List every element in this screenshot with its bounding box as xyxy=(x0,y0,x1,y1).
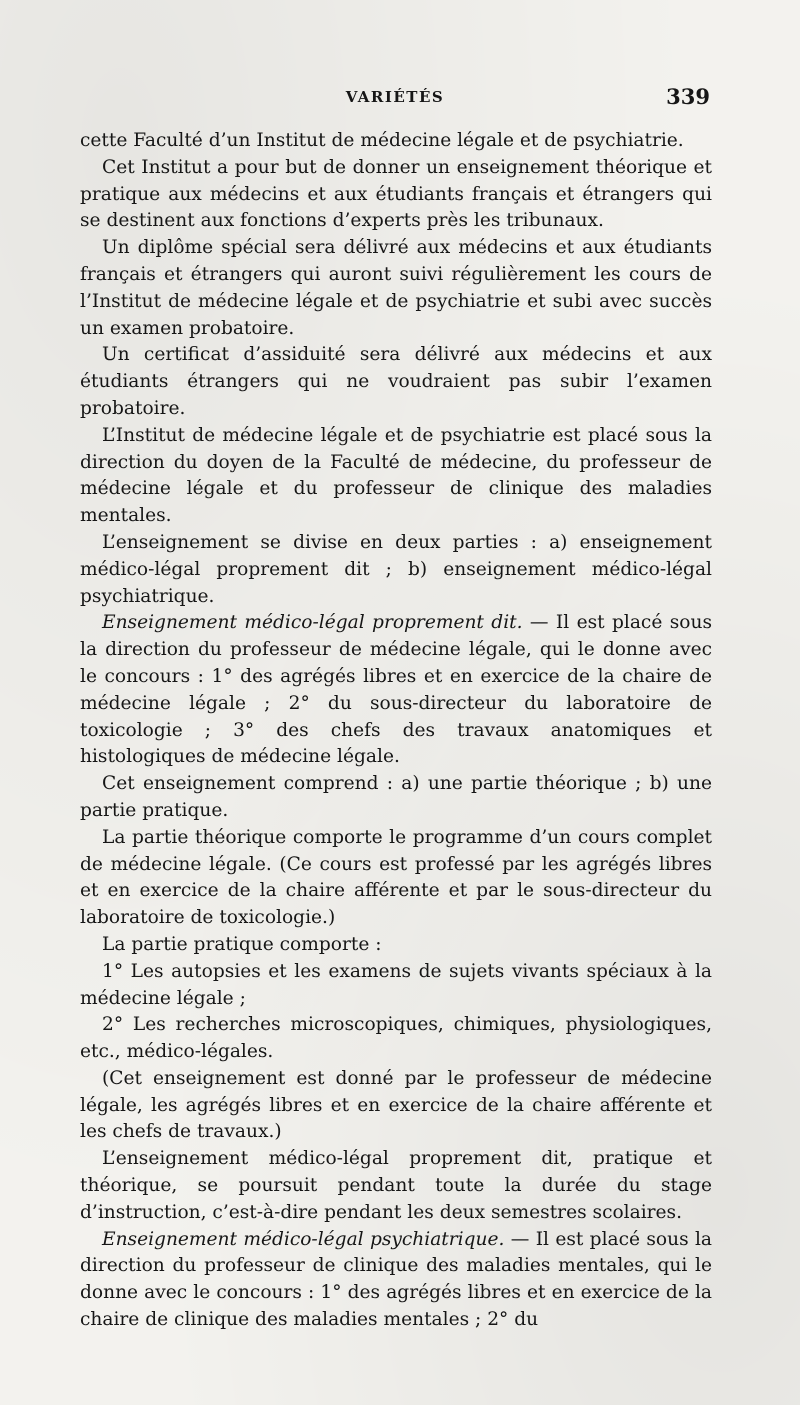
paragraph-text: L’enseignement se divise en deux parties : a) enseignement médico-légal proprement dit ; b) enseignement médico-légal psychiatrique. xyxy=(80,531,712,607)
paragraph-text: 1° Les autopsies et les examens de sujets vivants spéciaux à la médecine légale ; xyxy=(80,960,712,1009)
section-heading: Enseignement médico-légal proprement dit. xyxy=(102,612,523,634)
list-item xyxy=(80,1012,712,1066)
running-title: VARIÉTÉS xyxy=(345,88,445,106)
running-head xyxy=(80,84,710,114)
paragraph xyxy=(80,530,712,610)
paragraph-text: L’enseignement médico-légal proprement dit, pratique et théorique, se poursuit pendant toute la durée du stage d’instruction, c’est-à-dire pendant les deux semestres scolaires. xyxy=(80,1148,712,1223)
paragraph xyxy=(80,235,712,342)
list-item xyxy=(80,959,712,1013)
section-paragraph xyxy=(80,610,712,771)
section-heading: Enseignement médico-légal psychiatrique. xyxy=(102,1228,505,1250)
paragraph-text: Un certificat d’assiduité sera délivré aux médecins et aux étudiants étrangers qui ne voudraient pas subir l’examen probatoire. xyxy=(80,344,712,419)
paragraph-text: — Il est placé sous la direction du professeur de médecine légale, qui le donne avec le concours : 1° des agrégés libres et en exercice de la chaire de médecine légale ; 2° du sous-directeur du laboratoire de toxicologie ; 3° des chefs des travaux anatomiques et histologiques de médecine légale. xyxy=(80,612,712,768)
paragraph-text: cette Faculté d’un Institut de médecine légale et de psychiatrie. xyxy=(80,130,684,151)
paragraph xyxy=(80,1066,712,1146)
paragraph-text: Cet enseignement comprend : a) une partie théorique ; b) une partie pratique. xyxy=(80,773,712,821)
paragraph xyxy=(80,932,712,959)
section-paragraph xyxy=(80,1227,712,1334)
paragraph-text: La partie pratique comporte : xyxy=(102,933,382,955)
paragraph-text: (Cet enseignement est donné par le professeur de médecine légale, les agrégés libres et en exercice de la chaire afférente et les chefs de travaux.) xyxy=(80,1067,712,1143)
paragraph-text: Cet Institut a pour but de donner un enseignement théorique et pratique aux médecins et aux étudiants français et étrangers qui se destinent aux fonctions d’experts près les tribunaux. xyxy=(80,156,712,232)
page-number: 339 xyxy=(666,84,710,109)
paragraph xyxy=(80,825,712,932)
paragraph-text: La partie théorique comporte le programme d’un cours complet de médecine légale. (Ce cours est professé par les agrégés libres et en exercice de la chaire afférente et par le sous-directeur du laboratoire de toxicologie.) xyxy=(80,826,712,929)
paragraph xyxy=(80,155,712,235)
paragraph xyxy=(80,1146,712,1226)
paragraph-text: — Il est placé sous la direction du professeur de clinique des maladies mentales, qui le donne avec le concours : 1° des agrégés libres et en exercice de la chaire de clinique des maladies mentales ; 2° du xyxy=(80,1228,712,1331)
paragraph-text: Un diplôme spécial sera délivré aux médecins et aux étudiants français et étrangers qui auront suivi régulièrement les cours de l’Institut de médecine légale et de psychiatrie et subi avec succès un examen probatoire. xyxy=(80,237,712,339)
paragraph-text: 2° Les recherches microscopiques, chimiques, physiologiques, etc., médico-légales. xyxy=(80,1014,712,1063)
body-text xyxy=(80,128,712,1334)
paragraph-text: L’Institut de médecine légale et de psychiatrie est placé sous la direction du doyen de la Faculté de médecine, du professeur de médecine légale et du professeur de clinique des maladies mentales. xyxy=(80,424,712,527)
paragraph xyxy=(80,128,712,155)
paragraph xyxy=(80,342,712,422)
paragraph xyxy=(80,771,712,825)
paragraph xyxy=(80,423,712,530)
